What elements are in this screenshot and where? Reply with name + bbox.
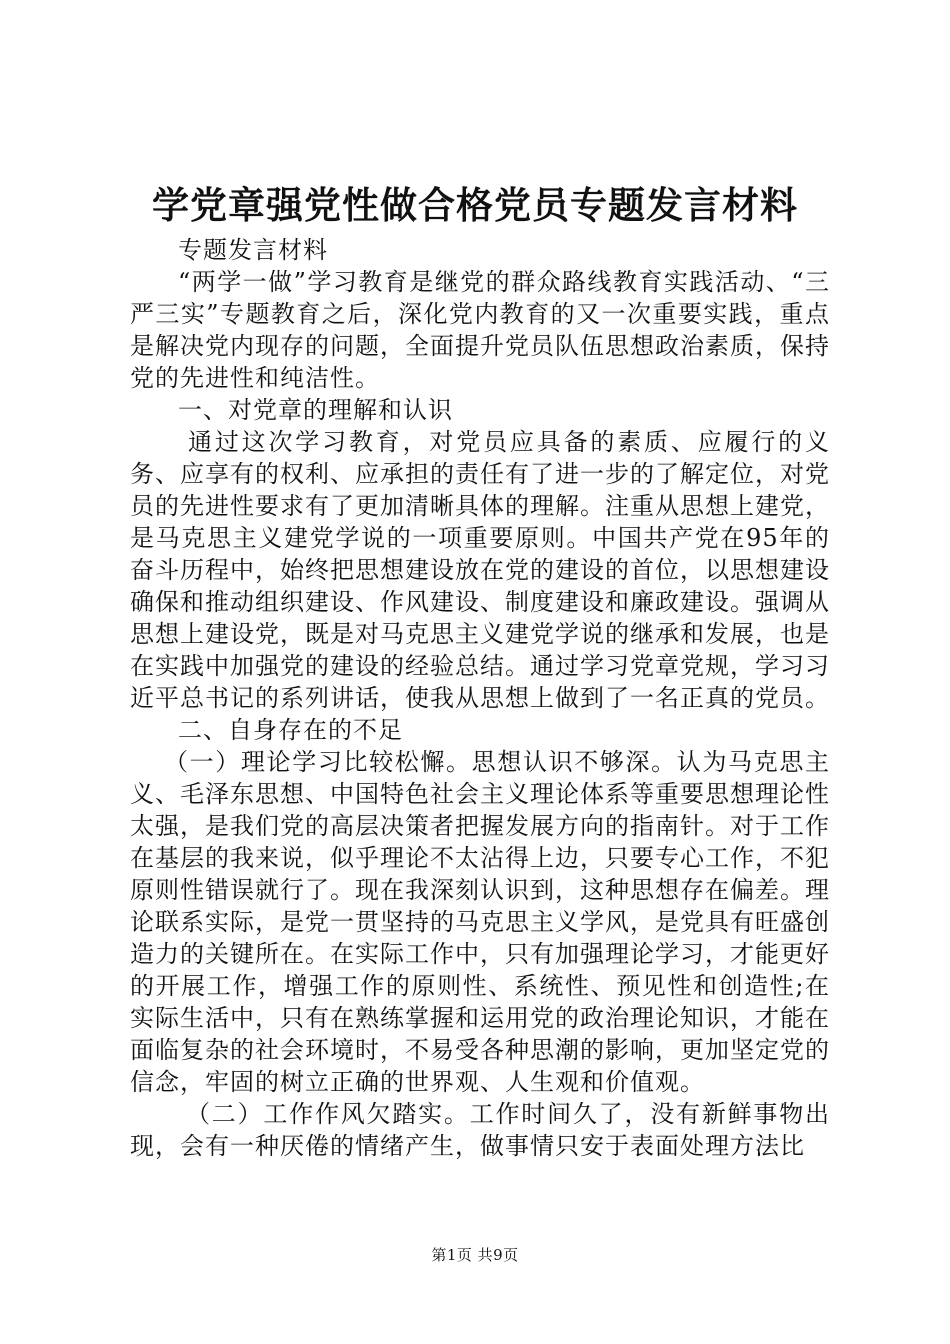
paragraph-item-2: （二）工作作风欠踏实。工作时间久了，没有新鲜事物出现，会有一种厌倦的情绪产生，做事情只安于表面处理方法比	[130, 1100, 830, 1160]
page-number-footer: 第1页 共9页	[431, 1246, 519, 1264]
paragraph-subtitle: 专题发言材料	[178, 236, 328, 264]
section-heading-2: 二、自身存在的不足	[178, 716, 403, 744]
section-heading-1: 一、对党章的理解和认识	[178, 396, 453, 424]
document-title: 学党章强党性做合格党员专题发言材料	[152, 183, 798, 227]
paragraph-item-1: （一）理论学习比较松懈。思想认识不够深。认为马克思主义、毛泽东思想、中国特色社会主义理论体系等重要思想理论性太强，是我们党的高层决策者把握发展方向的指南针。对于工作在基层的我来说，似乎理论不太沾得上边，只要专心工作，不犯原则性错误就行了。现在我深刻认识到，这种思想存在偏差。理论联系实际，是党一贯坚持的马克思主义学风，是党具有旺盛创造力的关键所在。在实际工作中，只有加强理论学习，才能更好的开展工作，增强工作的原则性、系统性、预见性和创造性;在实际生活中，只有在熟练掌握和运用党的政治理论知识，才能在面临复杂的社会环境时，不易受各种思潮的影响，更加坚定党的信念，牢固的树立正确的世界观、人生观和价值观。	[130, 748, 830, 1096]
paragraph-section-1: 通过这次学习教育，对党员应具备的素质、应履行的义务、应享有的权利、应承担的责任有了进一步的了解定位，对党员的先进性要求有了更加清晰具体的理解。注重从思想上建党，是马克思主义建党学说的一项重要原则。中国共产党在95年的奋斗历程中，始终把思想建设放在党的建设的首位，以思想建设确保和推动组织建设、作风建设、制度建设和廉政建设。强调从思想上建设党，既是对马克思主义建党学说的继承和发展，也是在实践中加强党的建设的经验总结。通过学习党章党规，学习习近平总书记的系列讲话，使我从思想上做到了一名正真的党员。	[130, 428, 830, 712]
paragraph-intro: “两学一做”学习教育是继党的群众路线教育实践活动、“三严三实”专题教育之后，深化党内教育的又一次重要实践，重点是解决党内现存的问题，全面提升党员队伍思想政治素质，保持党的先进性和纯洁性。	[130, 268, 830, 392]
document-body	[130, 234, 830, 1162]
